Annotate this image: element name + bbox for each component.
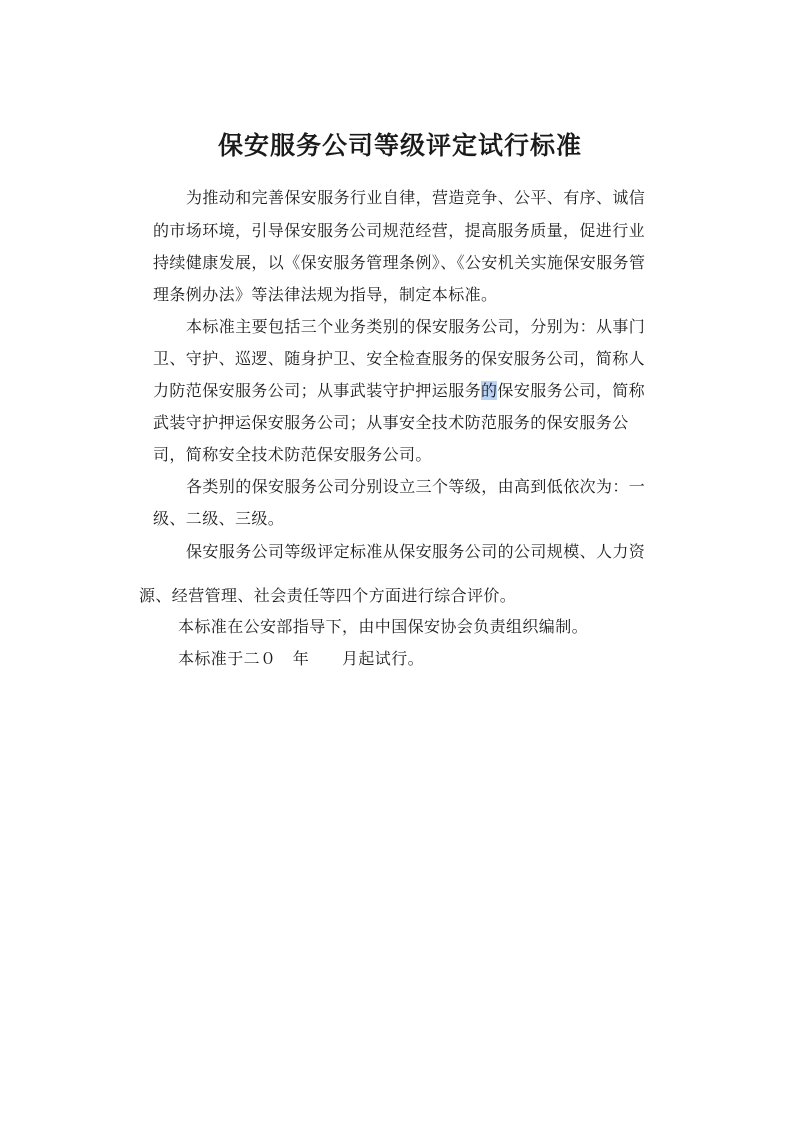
paragraph-2-line-4: 武装守护押运保安服务公司；从事安全技术防范服务的保安服务公: [153, 413, 629, 432]
paragraph-2-line-1: 本标准主要包括三个业务类别的保安服务公司，分别为：从事门: [186, 317, 646, 336]
document-title: 保安服务公司等级评定试行标准: [217, 131, 582, 160]
paragraph-2-line-3: [153, 379, 645, 403]
paragraph-2-line-3-part-1: 力防范保安服务公司；从事武装守护押运服务: [153, 381, 482, 400]
paragraph-1-line-2: 的市场环境，引导保安服务公司规范经营，提高服务质量，促进行业: [153, 221, 646, 240]
paragraph-4-line-2: 源、经营管理、社会责任等四个方面进行综合评价。: [139, 586, 517, 605]
paragraph-1-line-3: 持续健康发展，以《保安服务管理条例》、《公安机关实施保安服务管: [153, 253, 646, 272]
paragraph-1-line-4: 理条例办法》等法律法规为指导，制定本标准。: [153, 285, 498, 304]
paragraph-2-line-3-part-2: 保安服务公司，简称: [497, 381, 646, 400]
paragraph-6: 本标准于二０ 年 月起试行。: [178, 649, 425, 668]
paragraph-5: 本标准在公安部指导下，由中国保安协会负责组织编制。: [178, 617, 589, 636]
paragraph-1-line-1: 为推动和完善保安服务行业自律，营造竞争、公平、有序、诚信: [186, 188, 646, 207]
paragraph-2-line-2: 卫、守护、巡逻、随身护卫、安全检查服务的保安服务公司，简称人: [153, 349, 646, 368]
paragraph-3-line-2: 级、二级、三级。: [153, 509, 285, 528]
highlighted-text-selection[interactable]: 的: [481, 381, 498, 400]
paragraph-3-line-1: 各类别的保安服务公司分别设立三个等级，由高到低依次为：一: [186, 477, 646, 496]
paragraph-2-line-5: 司，简称安全技术防范保安服务公司。: [153, 445, 432, 464]
paragraph-4-line-1: 保安服务公司等级评定标准从保安服务公司的公司规模、人力资: [186, 542, 646, 561]
